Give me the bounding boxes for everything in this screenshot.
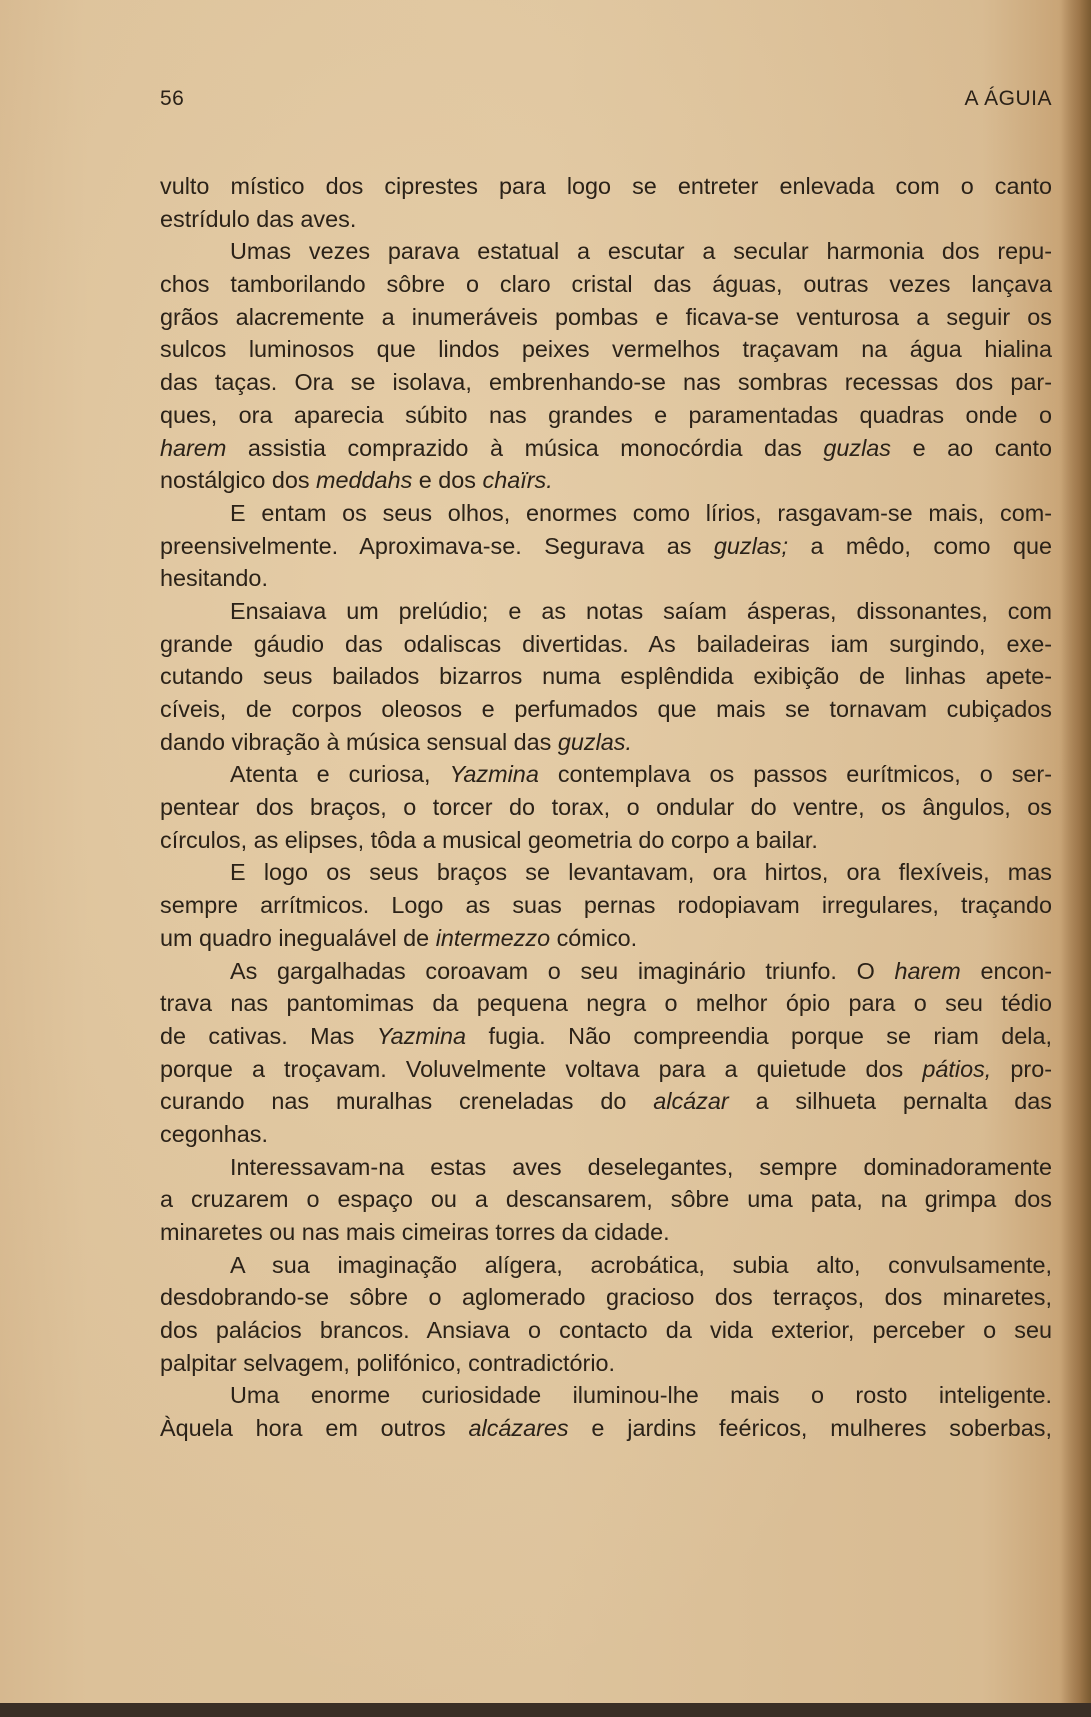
italic-text: pátios,	[922, 1055, 992, 1082]
text-segment: grande gáudio das odaliscas divertidas. As bailadeiras iam surgindo, exe-	[160, 630, 1052, 657]
text-line	[160, 1085, 1052, 1118]
page-number: 56	[160, 87, 185, 110]
italic-text: guzlas.	[557, 728, 633, 755]
page-edge-shadow	[1061, 0, 1091, 1717]
text-segment: A sua imaginação alígera, acrobática, subia alto, convulsamente,	[230, 1251, 1052, 1278]
text-line	[160, 595, 1052, 628]
text-line	[160, 268, 1052, 301]
text-line	[160, 464, 1052, 497]
text-segment: Ensaiava um prelúdio; e as notas saíam ásperas, dissonantes, com	[230, 597, 1052, 624]
text-segment: e dos	[412, 467, 483, 494]
text-segment: a mêdo, como que	[788, 532, 1052, 559]
text-line	[160, 1118, 1052, 1151]
text-line	[160, 628, 1052, 661]
text-line	[160, 366, 1052, 399]
italic-text: meddahs	[316, 467, 413, 494]
running-title: A ÁGUIA	[964, 87, 1052, 110]
page-header	[160, 87, 1052, 113]
text-line	[160, 824, 1052, 857]
text-line	[160, 1412, 1052, 1445]
text-line	[160, 660, 1052, 693]
text-segment: Atenta e curiosa,	[230, 761, 450, 788]
text-line	[160, 693, 1052, 726]
text-segment: das taças. Ora se isolava, embrenhando-se nas sombras recessas dos par-	[160, 369, 1052, 396]
text-line	[160, 333, 1052, 366]
text-line	[160, 1379, 1052, 1412]
text-segment: cíveis, de corpos oleosos e perfumados que mais se tornavam cubiçados	[160, 696, 1052, 722]
text-segment: a silhueta pernalta das	[728, 1088, 1052, 1115]
text-segment: cegonhas.	[160, 1120, 268, 1147]
text-segment: dando vibração à música sensual das	[160, 728, 558, 755]
text-segment: a cruzarem o espaço ou a descansarem, sôbre uma pata, na grimpa dos	[160, 1186, 1052, 1213]
text-line	[160, 1020, 1052, 1053]
text-line	[160, 203, 1052, 236]
text-segment: fugia. Não compreendia porque se riam dela,	[466, 1022, 1053, 1049]
text-line	[160, 562, 1052, 595]
text-segment: Umas vezes parava estatual a escutar a secular harmonia dos repu-	[230, 238, 1052, 265]
text-segment: círculos, as elipses, tôda a musical geometria do corpo a bailar.	[160, 826, 818, 853]
text-line	[160, 1151, 1052, 1184]
text-line	[160, 530, 1052, 563]
text-segment: nostálgico dos	[160, 467, 317, 494]
text-line	[160, 1249, 1052, 1282]
text-segment: cómico.	[550, 924, 638, 951]
italic-text: guzlas	[823, 434, 891, 461]
text-line	[160, 399, 1052, 432]
text-segment: porque a troçavam. Voluvelmente voltava para a quietude dos	[160, 1055, 923, 1082]
text-segment: e jardins feéricos, mulheres soberbas,	[568, 1415, 1052, 1442]
text-segment: chos tamborilando sôbre o claro cristal das águas, outras vezes lançava	[160, 271, 1052, 298]
text-segment: vulto místico dos ciprestes para logo se entreter enlevada com o canto	[160, 173, 1052, 199]
text-line	[160, 955, 1052, 988]
text-segment: preensivelmente. Aproximava-se. Segurava as	[160, 532, 714, 559]
italic-text: alcázar	[653, 1088, 729, 1115]
italic-text: harem	[160, 434, 227, 461]
text-segment: pro-	[991, 1055, 1052, 1082]
italic-text: Yazmina	[376, 1022, 467, 1049]
text-line	[160, 758, 1052, 791]
text-segment: grãos alacremente a inumeráveis pombas e ficava-se venturosa a seguir os	[160, 303, 1052, 330]
italic-text: Yazmina	[449, 761, 539, 788]
text-line	[160, 301, 1052, 334]
text-segment: trava nas pantomimas da pequena negra o melhor ópio para o seu tédio	[160, 990, 1052, 1017]
text-segment: palpitar selvagem, polifónico, contradictório.	[160, 1349, 616, 1376]
text-line	[160, 497, 1052, 530]
text-segment: desdobrando-se sôbre o aglomerado gracioso dos terraços, dos minaretes,	[160, 1284, 1052, 1311]
text-segment: de cativas. Mas	[160, 1022, 377, 1049]
text-segment: curando nas muralhas creneladas do	[160, 1088, 654, 1115]
italic-text: chaïrs.	[482, 467, 553, 494]
body-text	[160, 170, 1052, 1445]
text-line	[160, 1053, 1052, 1086]
text-segment: assistia comprazido à música monocórdia das	[226, 434, 824, 461]
text-line	[160, 889, 1052, 922]
text-segment: minaretes ou nas mais cimeiras torres da cidade.	[160, 1219, 670, 1245]
text-line	[160, 922, 1052, 955]
text-segment: E entam os seus olhos, enormes como lírios, rasgavam-se mais, com-	[230, 499, 1052, 526]
text-segment: Àquela hora em outros	[160, 1415, 469, 1442]
text-segment: sempre arrítmicos. Logo as suas pernas rodopiavam irregulares, traçando	[160, 892, 1052, 919]
text-line	[160, 791, 1052, 824]
text-segment: sulcos luminosos que lindos peixes vermelhos traçavam na água hialina	[160, 336, 1052, 363]
text-segment: Uma enorme curiosidade iluminou-lhe mais o rosto inteligente.	[230, 1382, 1052, 1409]
text-segment: estrídulo das aves.	[160, 205, 357, 232]
text-line	[160, 235, 1052, 268]
italic-text: intermezzo	[435, 924, 551, 951]
text-line	[160, 170, 1052, 203]
text-segment: encon-	[960, 957, 1052, 984]
text-line	[160, 1314, 1052, 1347]
text-segment: dos palácios brancos. Ansiava o contacto da vida exterior, perceber o seu	[160, 1317, 1052, 1344]
text-segment: um quadro inegualável de	[160, 924, 436, 951]
text-segment: As gargalhadas coroavam o seu imaginário triunfo. O	[230, 957, 895, 984]
text-line	[160, 1281, 1052, 1314]
text-line	[160, 1183, 1052, 1216]
text-segment: cutando seus bailados bizarros numa esplêndida exibição de linhas apete-	[160, 663, 1052, 690]
italic-text: alcázares	[468, 1415, 569, 1442]
text-line	[160, 726, 1052, 759]
text-segment: contemplava os passos eurítmicos, o ser-	[538, 761, 1053, 788]
text-line	[160, 987, 1052, 1020]
scan-bottom-border	[0, 1703, 1091, 1717]
text-line	[160, 432, 1052, 465]
text-segment: E logo os seus braços se levantavam, ora hirtos, ora flexíveis, mas	[230, 859, 1052, 886]
text-line	[160, 1216, 1052, 1249]
italic-text: guzlas;	[713, 532, 789, 559]
text-segment: pentear dos braços, o torcer do torax, o ondular do ventre, os ângulos, os	[160, 794, 1052, 821]
text-segment: Interessavam-na estas aves deselegantes, sempre dominadoramente	[230, 1153, 1052, 1180]
italic-text: harem	[894, 957, 961, 984]
text-segment: ques, ora aparecia súbito nas grandes e paramentadas quadras onde o	[160, 401, 1052, 428]
text-segment: hesitando.	[160, 565, 268, 592]
text-line	[160, 856, 1052, 889]
text-segment: e ao canto	[890, 434, 1052, 461]
text-line	[160, 1347, 1052, 1380]
